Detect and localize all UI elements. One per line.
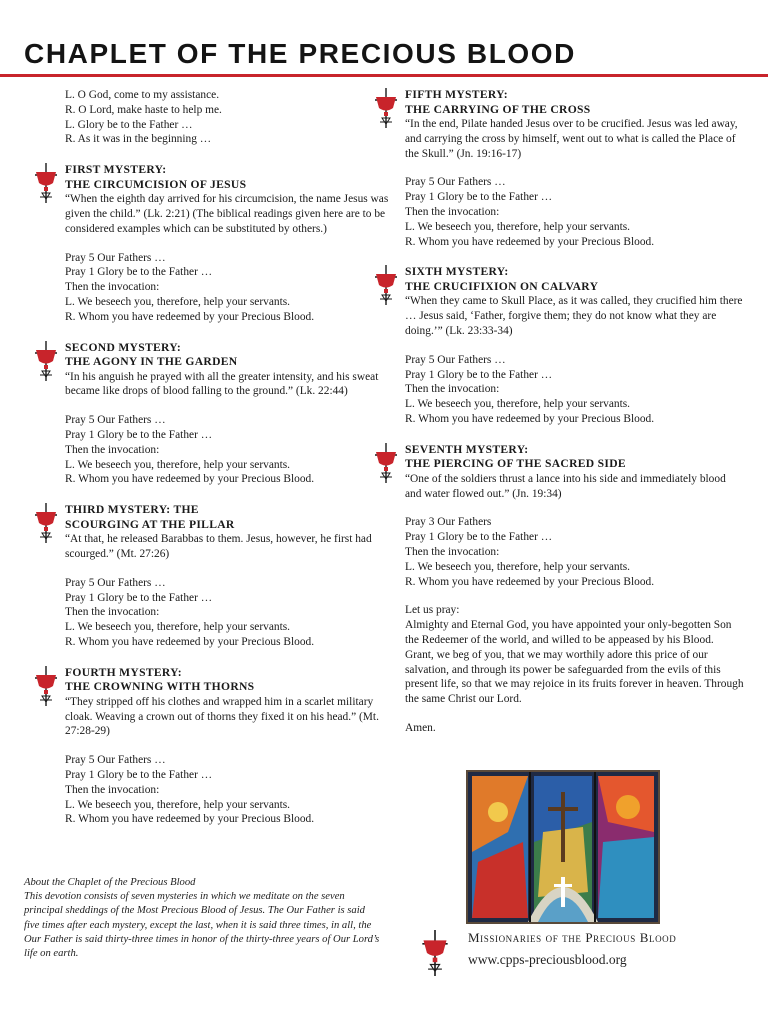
chalice-cross-icon <box>373 265 399 305</box>
scripture-reading: “In his anguish he prayed with all the greater intensity, and his sweat became like drops of blood falling to the ground.” (Lk. 22:44) <box>65 370 379 398</box>
organization-name: Missionaries of the Precious Blood <box>468 930 677 945</box>
mystery-title <box>65 503 390 532</box>
chalice-cross-icon <box>373 443 399 483</box>
mystery-title-line: SCOURGING AT THE PILLAR <box>65 517 235 531</box>
mystery-title <box>65 666 390 695</box>
prayer-line: R. Whom you have redeemed by your Precious Blood. <box>65 473 315 486</box>
scripture-reading: “In the end, Pilate handed Jesus over to be crucified. Jesus was led away, and carrying the cross by himself, went out to what is called the Place of the Skull.” (Jn. 19:16-17) <box>405 118 738 160</box>
prayer-line: Pray 5 Our Fathers … <box>65 754 166 767</box>
mystery-title-line: THE CARRYING OF THE CROSS <box>405 102 591 116</box>
about-heading: About the Chaplet of the Precious Blood <box>24 877 196 888</box>
prayer-line: Pray 5 Our Fathers … <box>65 251 166 264</box>
mystery-title-line: THE CROWNING WITH THORNS <box>65 680 255 694</box>
prayer-list <box>65 576 390 650</box>
prayer-line: Pray 1 Glory be to the Father … <box>405 191 553 204</box>
prayer-line: Pray 1 Glory be to the Father … <box>65 428 213 441</box>
opening-line: L. O God, come to my assistance. <box>65 89 220 101</box>
opening-line: R. O Lord, make haste to help me. <box>65 103 222 116</box>
mystery-2 <box>65 341 390 488</box>
closing-intro: Let us pray: <box>405 604 460 617</box>
mystery-title <box>405 443 745 472</box>
scripture-reading: “At that, he released Barabbas to them. Jesus, however, he first had scourged.” (Mt. 27:26) <box>65 533 372 560</box>
chalice-cross-icon <box>33 503 59 543</box>
scripture-reading: “When they came to Skull Place, as it was called, they crucified him there … Jesus said, ‘Father, forgive them; they do not know what they are doing.’” (Lk. 23:33-34) <box>405 295 743 337</box>
mystery-4 <box>65 666 390 827</box>
about-text: This devotion consists of seven mysteries in which we meditate on the seven principal sheddings of the Most Precious Blood of Jesus. The Our Father is said five times after each mystery, except the last, when it is said three times, in all, the Our Father is said thirty-three times in honor of the thirty-three years of Our Lord’s life on earth. <box>24 891 380 960</box>
stained-glass-image <box>466 770 660 924</box>
scripture-reading: “One of the soldiers thrust a lance into his side and immediately blood and water flowed out.” (Jn. 19:34) <box>405 472 726 500</box>
prayer-line: R. Whom you have redeemed by your Precious Blood. <box>65 310 315 323</box>
page-title: CHAPLET OF THE PRECIOUS BLOOD <box>24 38 576 69</box>
stained-glass-art <box>468 772 658 922</box>
prayer-list <box>405 353 745 427</box>
mystery-title-line: THE AGONY IN THE GARDEN <box>65 355 238 369</box>
prayer-line: L. We beseech you, therefore, help your servants. <box>65 458 291 471</box>
chalice-cross-icon <box>33 666 59 706</box>
prayer-line: R. Whom you have redeemed by your Precious Blood. <box>405 235 655 248</box>
prayer-line: Then the invocation: <box>65 443 160 456</box>
opening-versicles <box>65 88 390 147</box>
prayer-line: Pray 5 Our Fathers … <box>65 576 166 589</box>
mystery-5 <box>405 88 745 249</box>
mystery-title-line: FIRST MYSTERY: <box>65 163 167 177</box>
about-section <box>24 876 380 961</box>
mystery-title <box>405 88 745 117</box>
precious-blood-logo <box>420 930 450 976</box>
opening-line: R. As it was in the beginning … <box>65 133 212 146</box>
left-column <box>65 88 390 827</box>
prayer-line: L. We beseech you, therefore, help your servants. <box>65 621 291 634</box>
prayer-line: L. We beseech you, therefore, help your servants. <box>65 295 291 308</box>
prayer-list <box>405 515 745 589</box>
mystery-title-line: SEVENTH MYSTERY: <box>405 442 529 456</box>
title-rule <box>0 74 768 77</box>
prayer-line: Pray 5 Our Fathers … <box>65 414 166 427</box>
prayer-line: Pray 1 Glory be to the Father … <box>65 591 213 604</box>
chalice-cross-icon <box>373 88 399 128</box>
prayer-line: L. We beseech you, therefore, help your servants. <box>405 398 631 411</box>
prayer-line: Then the invocation: <box>405 383 500 396</box>
amen: Amen. <box>405 721 436 734</box>
prayer-list <box>65 413 390 487</box>
prayer-line: Then the invocation: <box>405 545 500 558</box>
website-link[interactable]: www.cpps-preciousblood.org <box>468 952 627 967</box>
mystery-7 <box>405 443 745 590</box>
prayer-line: L. We beseech you, therefore, help your servants. <box>65 798 291 811</box>
prayer-list <box>65 753 390 827</box>
chalice-cross-icon <box>33 163 59 203</box>
mystery-title-line: FIFTH MYSTERY: <box>405 88 508 101</box>
prayer-line: Pray 5 Our Fathers … <box>405 176 506 189</box>
prayer-list <box>65 251 390 325</box>
mystery-title-line: THE CIRCUMCISION OF JESUS <box>65 177 247 191</box>
mystery-title <box>65 163 390 192</box>
prayer-line: Pray 1 Glory be to the Father … <box>405 368 553 381</box>
mystery-title-line: THIRD MYSTERY: THE <box>65 503 199 517</box>
prayer-line: Then the invocation: <box>405 205 500 218</box>
prayer-line: R. Whom you have redeemed by your Precious Blood. <box>405 412 655 425</box>
mystery-title-line: FOURTH MYSTERY: <box>65 665 182 679</box>
mystery-6 <box>405 265 745 426</box>
mystery-title <box>65 341 390 370</box>
scripture-reading: “When the eighth day arrived for his circumcision, the name Jesus was given the child.” (Lk. 2:21) (The biblical readings given here are to be considered examples which can be substituted by others.) <box>65 193 389 235</box>
prayer-line: Then the invocation: <box>65 783 160 796</box>
prayer-line: Pray 1 Glory be to the Father … <box>65 266 213 279</box>
mystery-title-line: SIXTH MYSTERY: <box>405 265 509 279</box>
prayer-line: Pray 3 Our Fathers <box>405 516 492 529</box>
mystery-title <box>405 265 745 294</box>
prayer-line: L. We beseech you, therefore, help your servants. <box>405 560 631 573</box>
mystery-1 <box>65 163 390 324</box>
opening-line: L. Glory be to the Father … <box>65 118 193 131</box>
right-column <box>405 88 745 736</box>
mystery-3 <box>65 503 390 650</box>
mystery-title-line: THE PIERCING OF THE SACRED SIDE <box>405 457 626 471</box>
prayer-line: Then the invocation: <box>65 606 160 619</box>
chalice-cross-icon <box>33 341 59 381</box>
prayer-line: Pray 1 Glory be to the Father … <box>405 531 553 544</box>
prayer-line: R. Whom you have redeemed by your Precious Blood. <box>405 575 655 588</box>
closing-prayer-text: Almighty and Eternal God, you have appointed your only-begotten Son the Redeemer of the world, and willed to be appeased by his Blood. Grant, we beg of you, that we may worthily adore this price of our salvation, and through its power be safeguarded from the evils of this present life, so that we may rejoice in its fruits forever in heaven. Through the same Christ our Lord. <box>405 619 744 706</box>
prayer-list <box>405 175 745 249</box>
prayer-line: Pray 1 Glory be to the Father … <box>65 768 213 781</box>
mystery-title-line: SECOND MYSTERY: <box>65 340 182 354</box>
mystery-title-line: THE CRUCIFIXION ON CALVARY <box>405 279 599 293</box>
prayer-line: Then the invocation: <box>65 281 160 294</box>
prayer-line: R. Whom you have redeemed by your Precious Blood. <box>65 813 315 826</box>
prayer-line: R. Whom you have redeemed by your Precious Blood. <box>65 635 315 648</box>
prayer-line: L. We beseech you, therefore, help your servants. <box>405 220 631 233</box>
scripture-reading: “They stripped off his clothes and wrapped him in a scarlet military cloak. Weaving a crown out of thorns they fixed it on his head.” (Mt. 27:28-29) <box>65 695 379 738</box>
closing-prayer <box>405 603 745 735</box>
prayer-line: Pray 5 Our Fathers … <box>405 353 506 366</box>
